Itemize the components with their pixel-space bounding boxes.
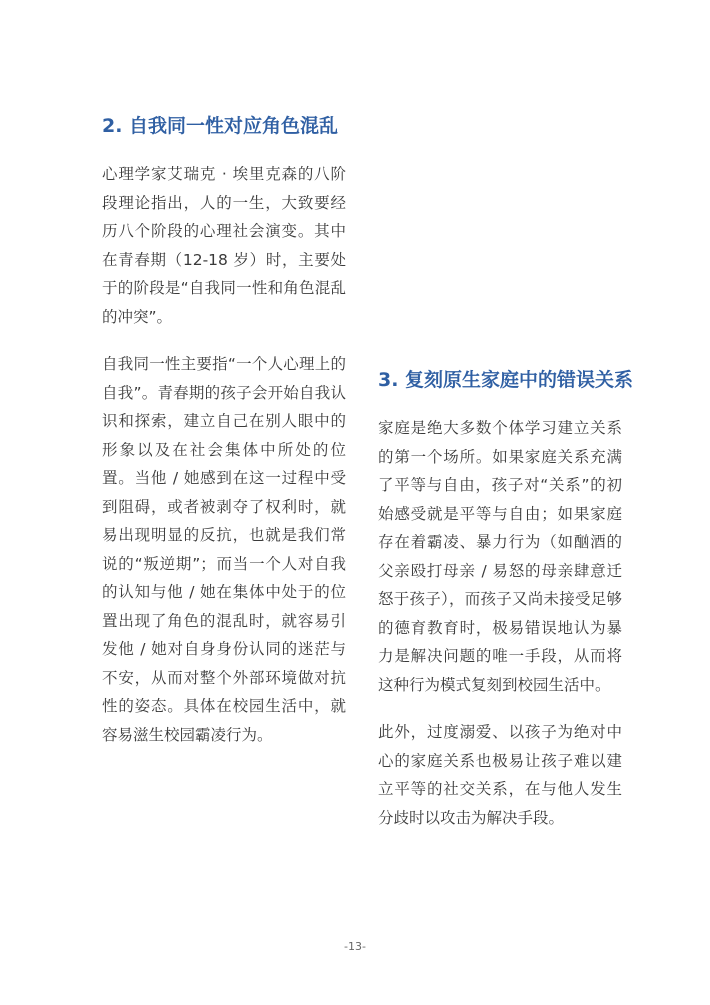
paragraph: 心理学家艾瑞克 · 埃里克森的八阶段理论指出，人的一生，大致要经历八个阶段的心理社会演变。其中在青春期（12-18 岁）时，主要处于的阶段是“自我同一性和角色混乱的冲突”。 <box>102 165 346 326</box>
paragraph: 自我同一性主要指“一个人心理上的自我”。青春期的孩子会开始自我认识和探索，建立自己在别人眼中的形象以及在社会集体中所处的位置。当他 / 她感到在这一过程中受到阻碍，或者被剥夺了权利时，就易出现明显的反抗，也就是我们常说的“叛逆期”；而当一个人对自我的认知与他 / 她在集体中处于的位置出现了角色的混乱时，就容易引发他 / 她对自身身份认同的迷茫与不安，从而对整个外部环境做对抗性的姿态。具体在校园生活中，就容易滋生校园霸凌行为。 <box>102 355 346 744</box>
page-number: -13- <box>344 940 366 953</box>
section-self-identity <box>102 112 346 768</box>
paragraph: 此外，过度溺爱、以孩子为绝对中心的家庭关系也极易让孩子难以建立平等的社交关系，在与他人发生分歧时以攻击为解决手段。 <box>378 723 622 827</box>
paragraph: 家庭是绝大多数个体学习建立关系的第一个场所。如果家庭关系充满了平等与自由，孩子对“关系”的初始感受就是平等与自由；如果家庭存在着霸凌、暴力行为（如酗酒的父亲殴打母亲 / 易怒的母亲肆意迁怒于孩子），而孩子又尚未接受足够的德育教育时，极易错误地认为暴力是解决问题的唯一手段，从而将这种行为模式复刻到校园生活中。 <box>378 419 622 694</box>
section-family-relations <box>378 366 634 851</box>
section-title: 3. 复刻原生家庭中的错误关系 <box>378 369 634 391</box>
section-title: 2. 自我同一性对应角色混乱 <box>102 115 339 137</box>
